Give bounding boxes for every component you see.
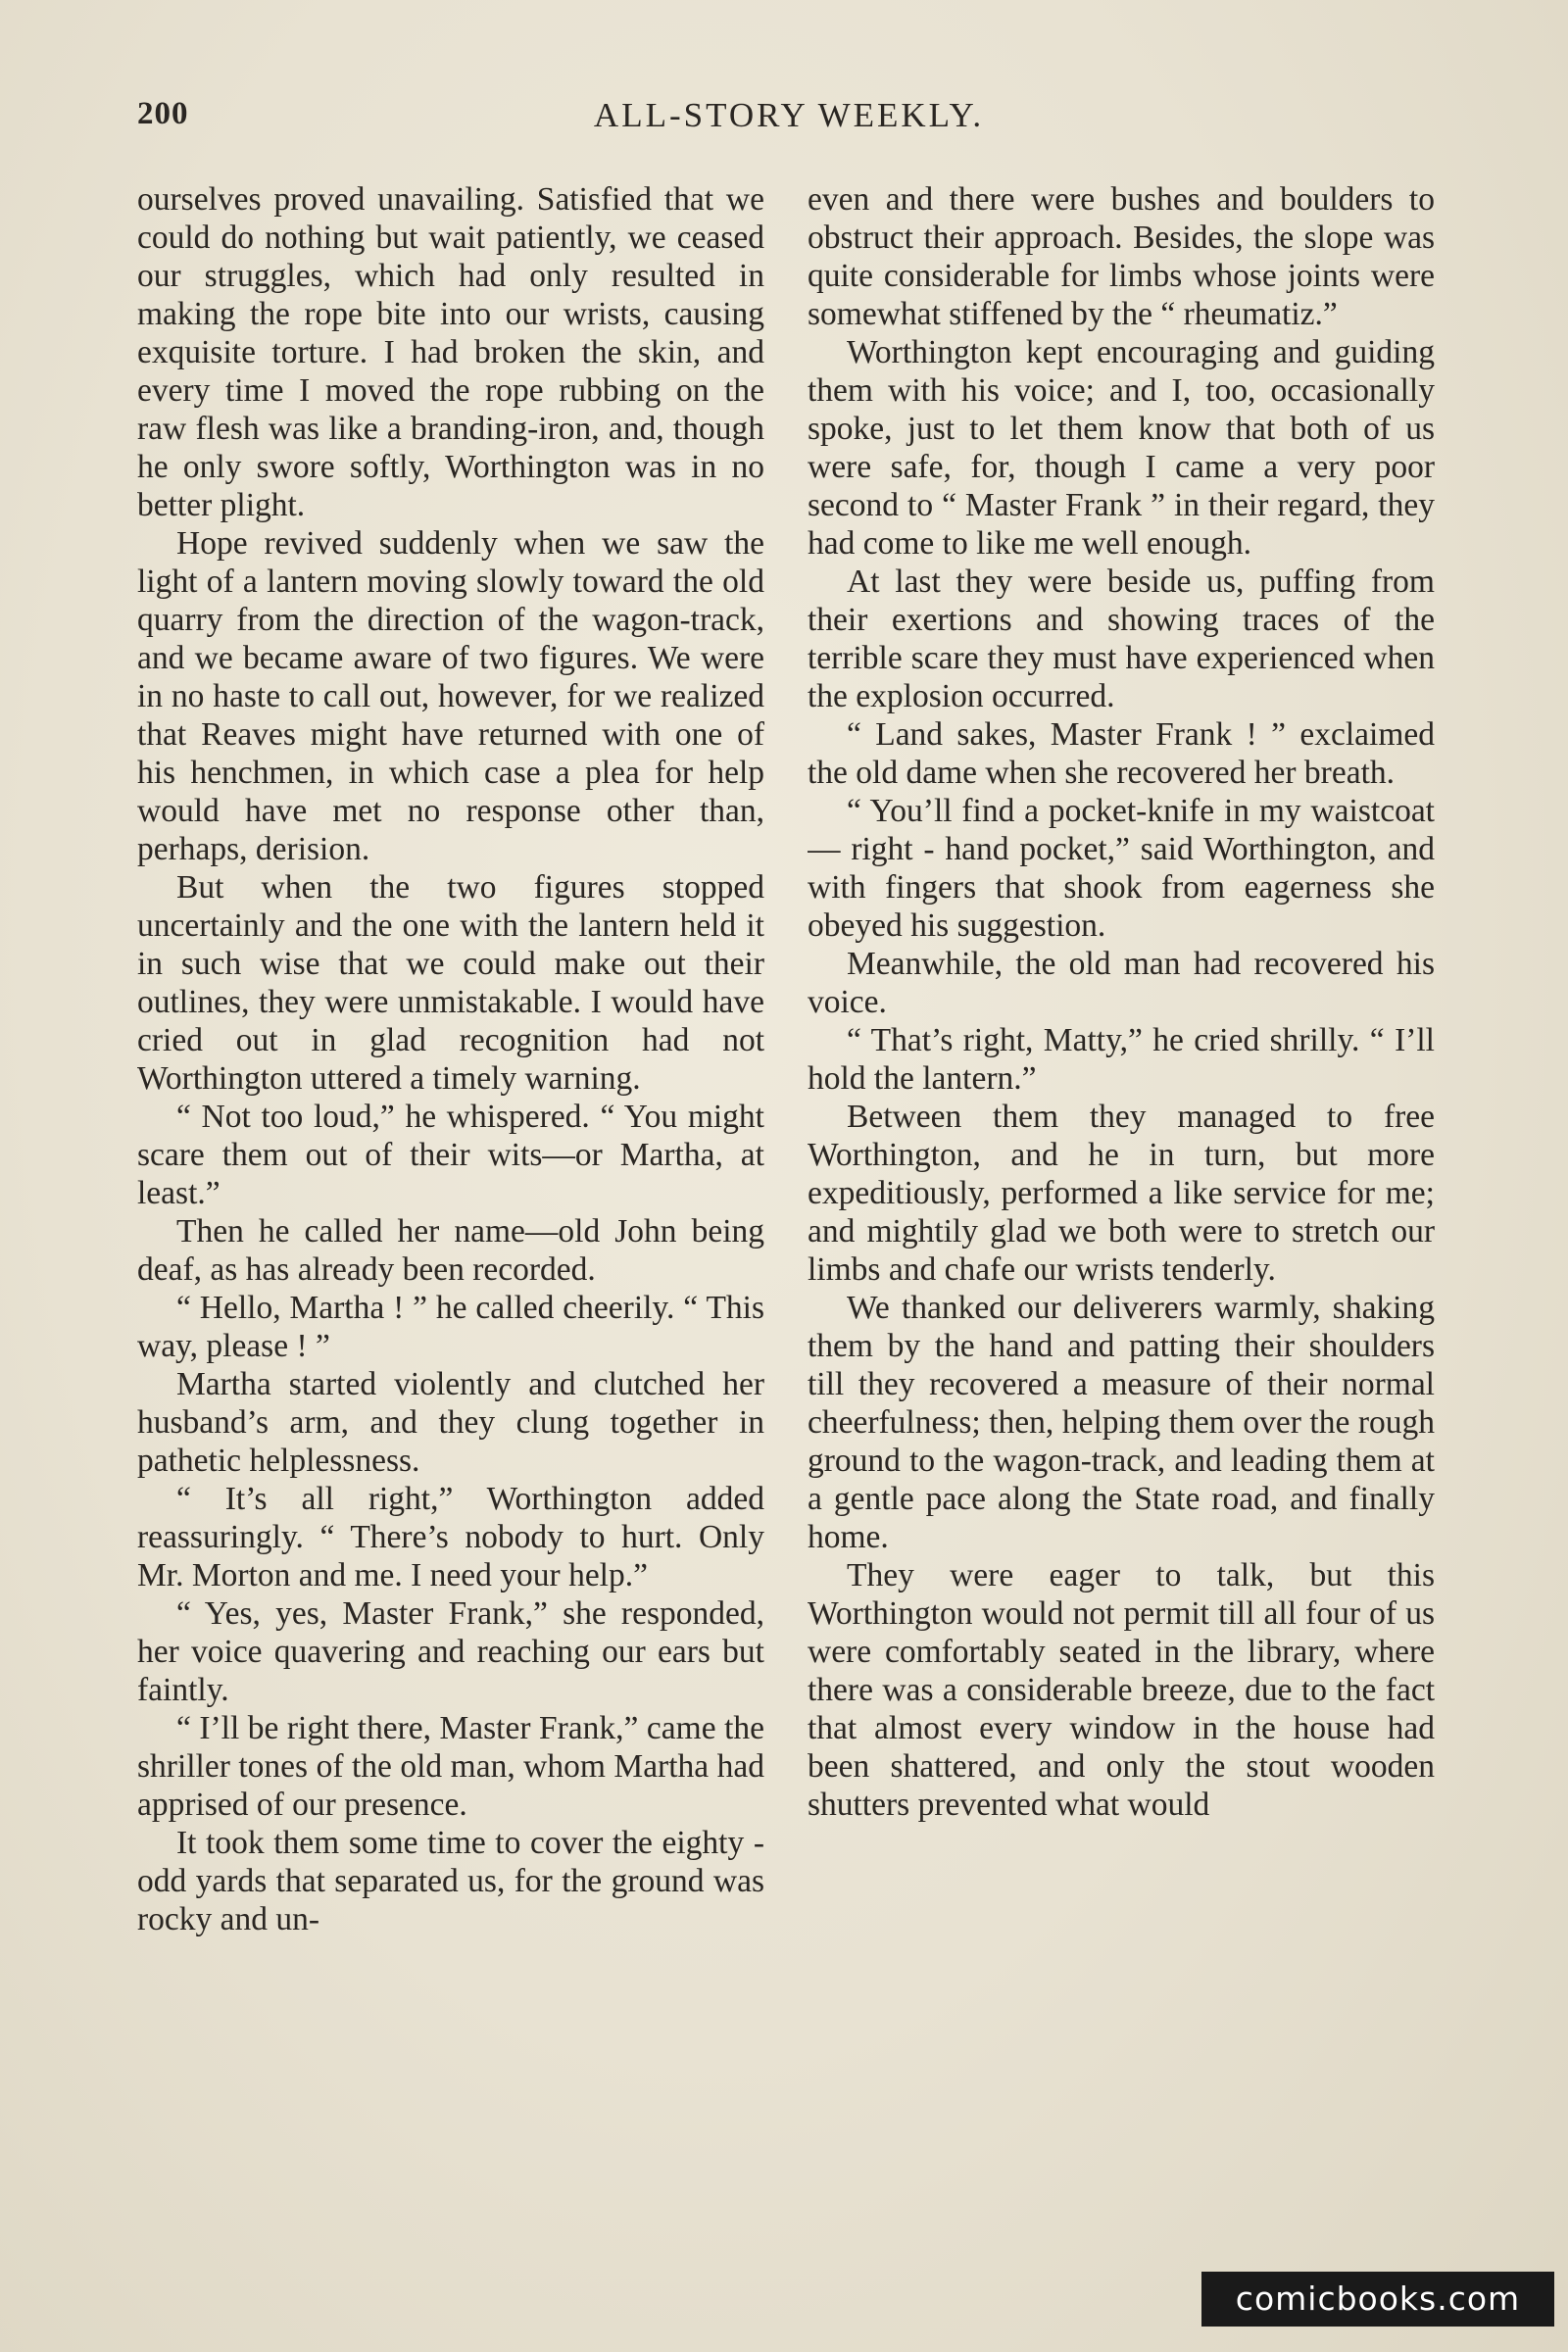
paragraph: Martha started violently and clutched her husband’s arm, and they clung together in pathetic helplessness. — [137, 1366, 764, 1479]
paragraph: “ You’ll find a pocket-knife in my waistcoat — right - hand pocket,” said Worthington, and with fingers that shook from eagerness she obeyed his suggestion. — [808, 793, 1435, 944]
paragraph: “ Not too loud,” he whispered. “ You might scare them out of their wits—or Martha, at least.” — [137, 1099, 764, 1211]
page-header — [137, 96, 1441, 155]
paragraph: “ Yes, yes, Master Frank,” she responded, her voice quavering and reaching our ears but faintly. — [137, 1595, 764, 1708]
paragraph: It took them some time to cover the eighty - odd yards that separated us, for the ground was rocky and un- — [137, 1825, 764, 1937]
paragraph: Hope revived suddenly when we saw the light of a lantern moving slowly toward the old quarry from the direction of the wagon-track, and we became aware of two figures. We were in no haste to call out, however, for we realized that Reaves might have returned with one of his henchmen, in which case a plea for help would have met no response other than, perhaps, derision. — [137, 525, 764, 867]
running-title: ALL-STORY WEEKLY. — [593, 96, 985, 134]
paragraph: Worthington kept encouraging and guiding them with his voice; and I, too, occasionally spoke, just to let them know that both of us were safe, for, though I came a very poor second to “ Master Frank ” in their regard, they had come to like me well enough. — [808, 334, 1435, 562]
paragraph: “ I’ll be right there, Master Frank,” came the shriller tones of the old man, whom Martha had apprised of our presence. — [137, 1710, 764, 1823]
page-number: 200 — [137, 96, 189, 131]
right-column — [808, 180, 1435, 2219]
left-column — [137, 180, 764, 2219]
paragraph: Meanwhile, the old man had recovered his voice. — [808, 946, 1435, 1020]
source-watermark: comicbooks.com — [1201, 2272, 1554, 2327]
paragraph: But when the two figures stopped uncertainly and the one with the lantern held it in such wise that we could make out their outlines, they were unmistakable. I would have cried out in glad recognition had not Worthington uttered a timely warning. — [137, 869, 764, 1097]
paragraph: At last they were beside us, puffing from their exertions and showing traces of the terrible scare they must have experienced when the explosion occurred. — [808, 564, 1435, 714]
paragraph: Between them they managed to free Worthington, and he in turn, but more expeditiously, performed a like service for me; and mightily glad we both were to stretch our limbs and chafe our wrists tenderly. — [808, 1099, 1435, 1288]
paragraph: “ Land sakes, Master Frank ! ” exclaimed the old dame when she recovered her breath. — [808, 716, 1435, 791]
paragraph: “ That’s right, Matty,” he cried shrilly. “ I’ll hold the lantern.” — [808, 1022, 1435, 1097]
paragraph: “ Hello, Martha ! ” he called cheerily. “ This way, please ! ” — [137, 1290, 764, 1364]
paragraph: Then he called her name—old John being deaf, as has already been recorded. — [137, 1213, 764, 1288]
paragraph: “ It’s all right,” Worthington added reassuringly. “ There’s nobody to hurt. Only Mr. Morton and me. I need your help.” — [137, 1481, 764, 1593]
paragraph: ourselves proved unavailing. Satisfied that we could do nothing but wait patiently, we ceased our struggles, which had only resulted in making the rope bite into our wrists, causing exquisite torture. I had broken the skin, and every time I moved the rope rubbing on the raw flesh was like a branding-iron, and, though he only swore softly, Worthington was in no better plight. — [137, 181, 764, 523]
paragraph: even and there were bushes and boulders to obstruct their approach. Besides, the slope was quite considerable for limbs whose joints were somewhat stiffened by the “ rheumatiz.” — [808, 181, 1435, 332]
paragraph: We thanked our deliverers warmly, shaking them by the hand and patting their shoulders till they recovered a measure of their normal cheerfulness; then, helping them over the rough ground to the wagon-track, and leading them at a gentle pace along the State road, and finally home. — [808, 1290, 1435, 1555]
paragraph: They were eager to talk, but this Worthington would not permit till all four of us were comfortably seated in the library, where there was a considerable breeze, due to the fact that almost every window in the house had been shattered, and only the stout wooden shutters prevented what would — [808, 1557, 1435, 1823]
